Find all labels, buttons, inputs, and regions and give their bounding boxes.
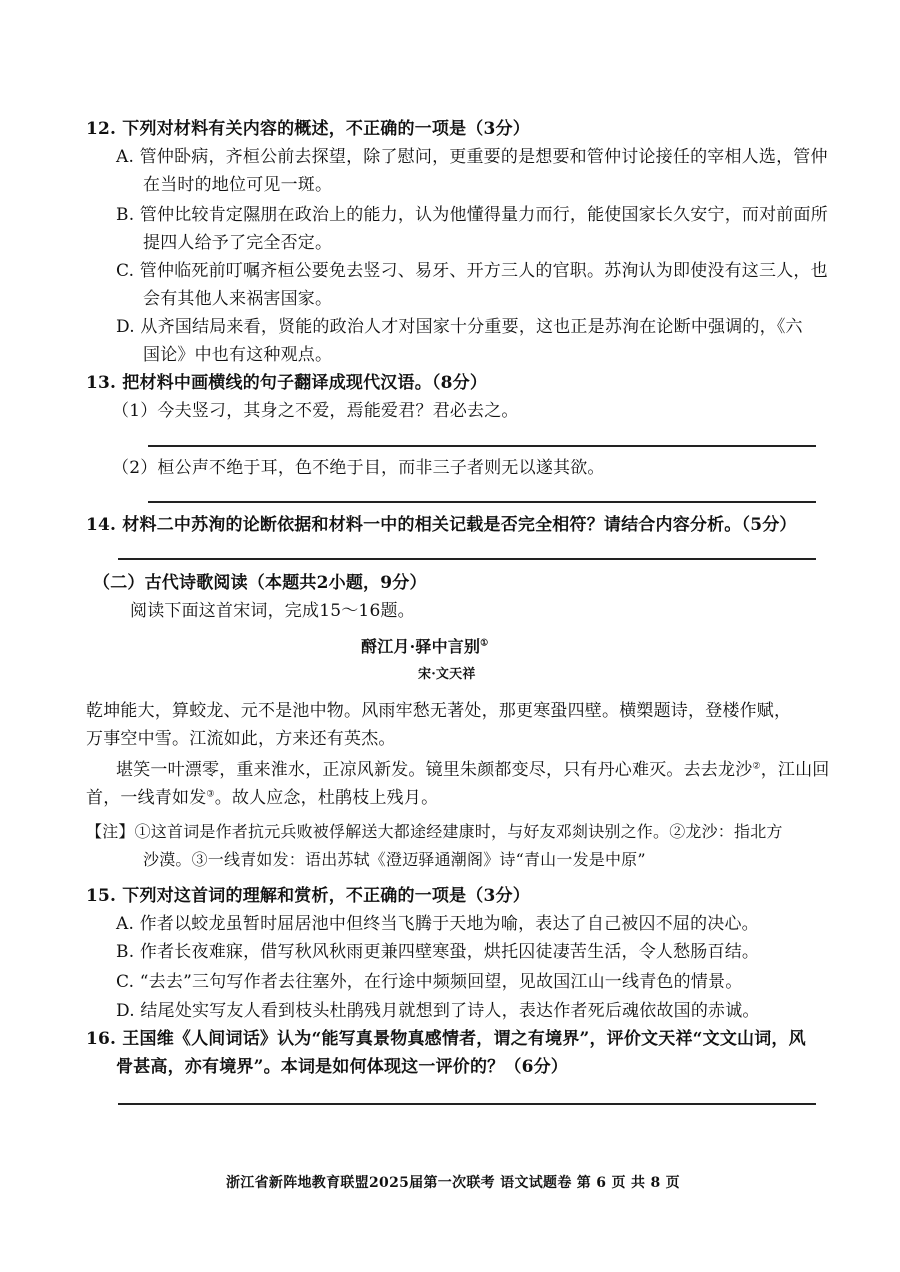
poem-author: 宋·文天祥 xyxy=(418,667,476,682)
q12-option-c: C. 管仲临死前叮嘱齐桓公要免去竖刁、易牙、开方三人的官职。苏洵认为即使没有这三人，也 xyxy=(116,261,828,281)
q13-sentence-1: （1）今夫竖刁，其身之不爱，焉能爱君？君必去之。 xyxy=(112,401,519,421)
section-heading: （二）古代诗歌阅读（本题共2小题，9分） xyxy=(93,573,427,593)
answer-line-16 xyxy=(118,1103,816,1105)
q12-option-a: A. 管仲卧病，齐桓公前去探望，除了慰问，更重要的是想要和管仲讨论接任的宰相人选，管仲 xyxy=(116,147,828,167)
q12-option-b: B. 管仲比较肯定隰朋在政治上的能力，认为他懂得量力而行，能使国家长久安宁，而对前面所 xyxy=(116,205,828,225)
q15-option-d: D. 结尾处实写友人看到枝头杜鹃残月就想到了诗人，表达作者死后魂依故国的赤诚。 xyxy=(116,1001,760,1021)
note-mark-2: ② xyxy=(752,761,761,772)
answer-line-13-1 xyxy=(148,445,816,447)
q12-option-c-cont: 会有其他人来祸害国家。 xyxy=(143,289,333,309)
q15-stem: 15. 下列对这首词的理解和赏析，不正确的一项是（3分） xyxy=(86,886,530,906)
q12-option-b-cont: 提四人给予了完全否定。 xyxy=(143,233,333,253)
poem-title: 酹江月·驿中言别① xyxy=(361,637,489,656)
q16-stem: 16. 王国维《人间词话》认为“能写真景物真感情者，谓之有境界”，评价文天祥“文文山词，风 xyxy=(86,1029,806,1049)
q15-option-b: B. 作者长夜难寐，借写秋风秋雨更兼四壁寒蛩，烘托囚徒凄苦生活，令人愁肠百结。 xyxy=(116,942,760,962)
poem-stanza-2-cont: 首，一线青如发③。故人应念，杜鹃枝上残月。 xyxy=(86,788,439,808)
q16-stem-cont: 骨甚高，亦有境界”。本词是如何体现这一评价的？（6分） xyxy=(116,1057,569,1077)
q12-option-d-cont: 国论》中也有这种观点。 xyxy=(143,345,333,365)
answer-line-13-2 xyxy=(148,501,816,503)
poem-stanza-2: 堪笑一叶漂零，重来淮水，正凉风新发。镜里朱颜都变尽，只有丹心难灭。去去龙沙②，江山回 xyxy=(116,760,830,780)
poem-stanza-1-cont: 万事空中雪。江流如此，方来还有英杰。 xyxy=(86,729,396,749)
poem-notes: 【注】①这首词是作者抗元兵败被俘解送大都途经建康时，与好友邓剡诀别之作。②龙沙：指北方 xyxy=(86,822,783,841)
q12-stem: 12. 下列对材料有关内容的概述，不正确的一项是（3分） xyxy=(86,119,530,139)
q15-option-a: A. 作者以蛟龙虽暂时屈居池中但终当飞腾于天地为喻，表达了自己被囚不屈的决心。 xyxy=(116,914,759,934)
page-footer: 浙江省新阵地教育联盟2025届第一次联考 语文试题卷 第 6 页 共 8 页 xyxy=(226,1175,680,1191)
q14-stem: 14. 材料二中苏洵的论断依据和材料一中的相关记载是否完全相符？请结合内容分析。（5分） xyxy=(86,515,797,535)
q13-stem: 13. 把材料中画横线的句子翻译成现代汉语。（8分） xyxy=(86,373,488,393)
section-instruction: 阅读下面这首宋词，完成15～16题。 xyxy=(130,601,415,621)
q12-option-d: D. 从齐国结局来看，贤能的政治人才对国家十分重要，这也正是苏洵在论断中强调的，《六 xyxy=(116,317,803,337)
q12-option-a-cont: 在当时的地位可见一斑。 xyxy=(143,175,333,195)
answer-line-14 xyxy=(118,558,816,560)
q13-sentence-2: （2）桓公声不绝于耳，色不绝于目，而非三子者则无以遂其欲。 xyxy=(112,458,605,478)
poem-notes-cont: 沙漠。③一线青如发：语出苏轼《澄迈驿通潮阁》诗“青山一发是中原” xyxy=(143,850,646,869)
poem-stanza-1: 乾坤能大，算蛟龙、元不是池中物。风雨牢愁无著处，那更寒蛩四壁。横槊题诗，登楼作赋， xyxy=(86,701,792,721)
note-mark-3: ③ xyxy=(206,789,215,800)
note-mark-1: ① xyxy=(480,638,489,649)
q15-option-c: C. “去去”三句写作者去往塞外，在行途中频频回望，见故国江山一线青色的情景。 xyxy=(116,972,743,992)
